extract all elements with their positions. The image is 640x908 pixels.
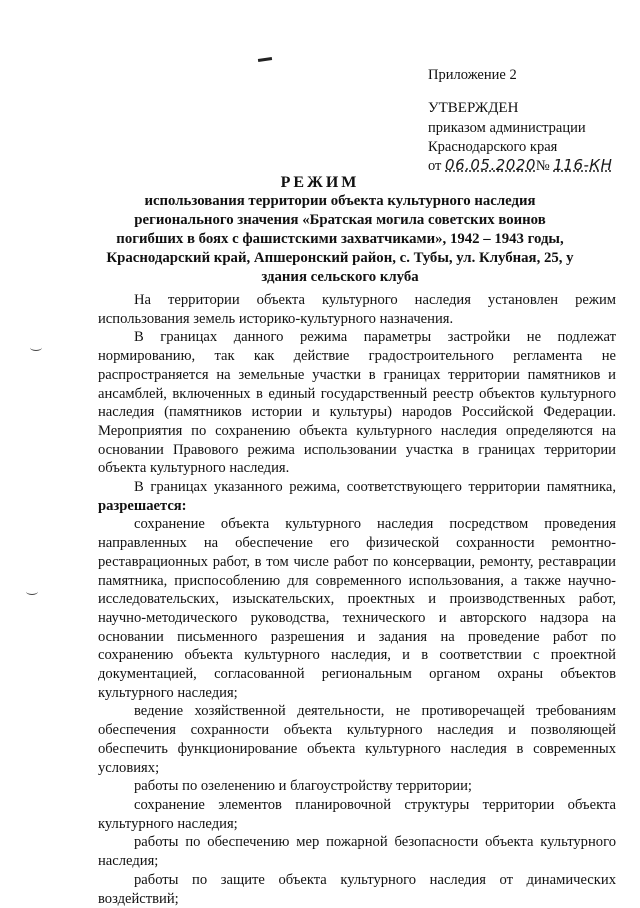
- from-prefix: от: [428, 158, 442, 174]
- paragraph: работы по обеспечению мер пожарной безопасности объекта культурного наследия;: [98, 834, 616, 870]
- paragraph: сохранение элементов планировочной структуры территории объекта культурного наследия;: [98, 796, 616, 832]
- paragraph: работы по озеленению и благоустройству территории;: [134, 778, 472, 795]
- approved-label: УТВЕРЖДЕН: [428, 100, 519, 116]
- region-label: Краснодарского края: [428, 139, 558, 155]
- permits-intro: В границах указанного режима, соответствующего территории памятника,: [134, 479, 616, 496]
- paragraph-permits: [98, 478, 616, 515]
- number-sign: №: [535, 158, 550, 174]
- order-date: 06.05.2020: [445, 156, 536, 174]
- margin-mark: [30, 344, 42, 351]
- paragraph: сохранение объекта культурного наследия посредством проведения направленных на обеспечение его физической сохранности ремонтно-реставрационных работ, в том числе работ по консервации, ремонту, реставрации памятника, приспособлению для современного использования, а также научно-исследовательских, изыскательских, проектных и производственных работ, научно-методического руководства, технического и авторского надзора на основании письменного разрешения и задания на проведение работ по сохранению объекта культурного наследия, и в соответствии с проектной документацией, согласованной региональным органом охраны объектов культурного наследия;: [98, 516, 616, 701]
- paragraph: В границах данного режима параметры застройки не подлежат нормированию, так как действие градостроительного регламента не распространяется на земельные участки в границах территории памятников и ансамблей, включенных в единый государственный реестр объектов культурного наследия (памятников истории и культуры) народов Российской Федерации. Мероприятия по сохранению объекта культурного наследия определяются на основании Правового режима использовании участка в границах территории объекта культурного наследия.: [98, 329, 616, 477]
- paragraph: работы по защите объекта культурного наследия от динамических воздействий;: [98, 871, 616, 907]
- paragraph: ведение хозяйственной деятельности, не противоречащей требованиям обеспечения сохранности объекта культурного наследия и позволяющей обеспечить функционирование объекта культурного наследия в современных условиях;: [98, 703, 616, 776]
- order-number: 116-КН: [553, 156, 613, 174]
- document-subtitle: использования территории объекта культурного наследия регионального значения «Братская могила советских воинов погибших в боях с фашистскими захватчиками», 1942 – 1943 годы, Краснодарский край, Апшеронский район, с. Тубы, ул. Клубная, 25, у здания сельского клуба: [106, 193, 574, 285]
- order-date-line: [428, 156, 612, 176]
- permits-emphasis: разрешается:: [98, 497, 187, 514]
- margin-mark: [26, 588, 38, 595]
- document-title: РЕЖИМ: [280, 174, 360, 191]
- order-label: приказом администрации: [428, 120, 586, 136]
- pen-mark: [258, 57, 272, 62]
- appendix-label: Приложение 2: [428, 67, 517, 83]
- paragraph: На территории объекта культурного наследия установлен режим использования земель историко-культурного назначения.: [98, 292, 616, 327]
- document-body: [98, 291, 616, 908]
